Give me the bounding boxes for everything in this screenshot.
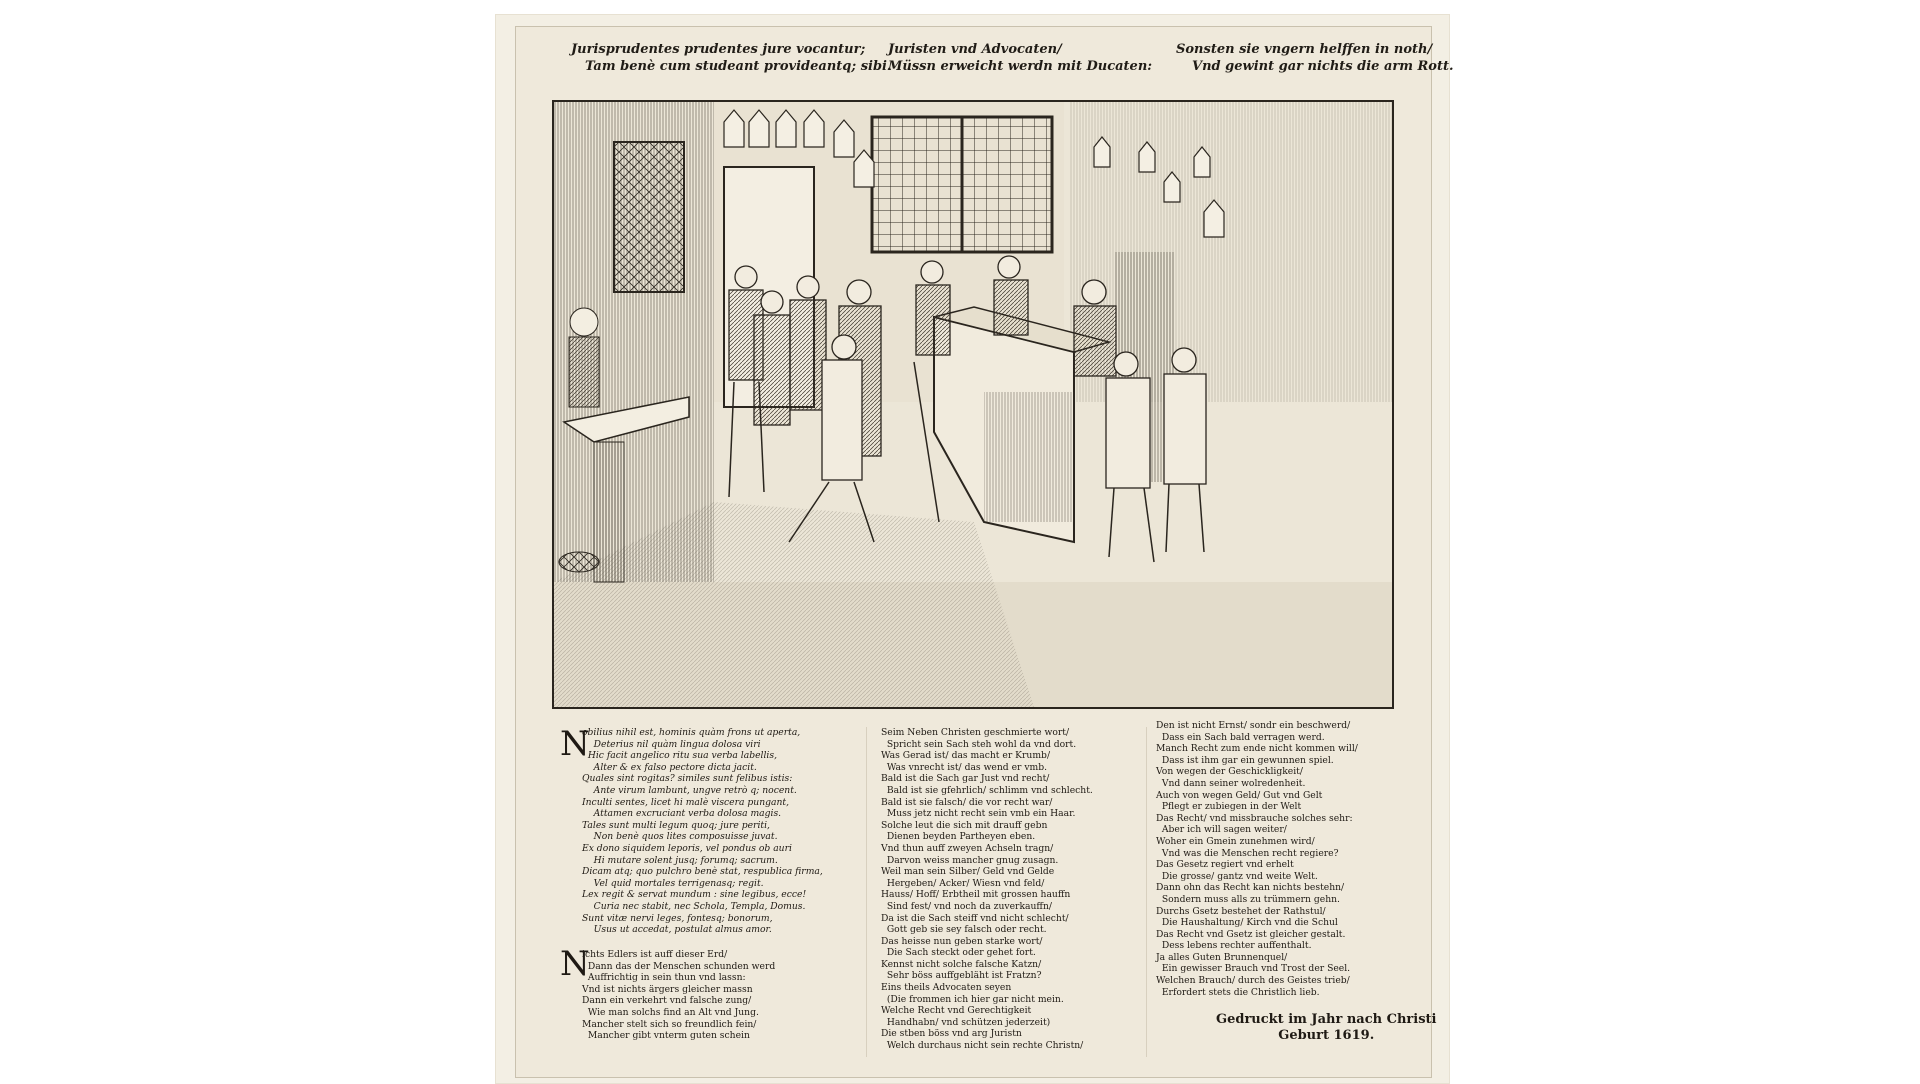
header-german-right: [1176, 41, 1454, 75]
german-poem-column-1: ichts Edlers ist auff dieser Erd/ Dann das der Menschen schunden werd Auffrichtig in sein thun vnd lassn: Vnd ist nichts ärgers gleicher massn Dann ein verkehrt vnd falsche zung/ Wie man solchs find an Alt vnd Jung. Mancher stelt sich so freundlich fein/ Mancher gibt vnterm guten schein: [582, 949, 776, 1042]
german-poem-column-3: Den ist nicht Ernst/ sondr ein beschwerd/ Dass ein Sach bald verragen werd. Manch Recht zum ende nicht kommen will/ Dass ist ihm gar ein gewunnen spiel. Von wegen der Geschickligkeit/ Vnd dann seiner wolredenheit. Auch von wegen Geld/ Gut vnd Gelt Pflegt er zubiegen in der Welt Das Recht/ vnd missbrauche solches sehr: Aber ich will sagen weiter/ Woher ein Gmein zunehmen wird/ Vnd was die Menschen recht regiere? Das Gesetz regiert vnd erhelt Die grosse/ gantz vnd weite Welt. Dann ohn das Recht kan nichts bestehn/ Sondern muss alls zu trümmern gehn. Durchs Gsetz bestehet der Rathstul/ Die Haushaltung/ Kirch vnd die Schul Das Recht vnd Gsetz ist gleicher gestalt. Dess lebens rechter auffenthalt. Ja alles Guten Brunnenquel/ Ein gewisser Brauch vnd Trost der Seel. Welchen Brauch/ durch des Geistes trieb/ Erfordert stets die Christlich lieb.: [1156, 720, 1358, 998]
header-mid-line-1: Juristen vnd Advocaten/: [888, 42, 1062, 57]
header-latin: [571, 41, 892, 75]
column-divider-2: [1146, 727, 1147, 1057]
engraving-lawyers-office: [552, 100, 1394, 709]
column-divider-1: [866, 727, 867, 1057]
plate-impression: [515, 26, 1454, 1078]
engraving-image: [554, 102, 1392, 707]
german-poem-column-2: Seim Neben Christen geschmierte wort/ Spricht sein Sach steh wohl da vnd dort. Was Gerad ist/ das macht er Krumb/ Was vnrecht ist/ das wend er vmb. Bald ist die Sach gar Just vnd recht/ Bald ist sie gfehrlich/ schlimm vnd schlecht. Bald ist sie falsch/ die vor recht war/ Muss jetz nicht recht sein vmb ein Haar. Solche leut die sich mit drauff gebn Dienen beyden Partheyen eben. Vnd thun auff zweyen Achseln tragn/ Darvon weiss mancher gnug zusagn. Weil man sein Silber/ Geld vnd Gelde Hergeben/ Acker/ Wiesn vnd feld/ Hauss/ Hoff/ Erbtheil mit grossen hauffn Sind fest/ vnd noch da zuverkauffn/ Da ist die Sach steiff vnd nicht schlecht/ Gott geb sie sey falsch oder recht. Das heisse nun geben starke wort/ Die Sach steckt oder gehet fort. Kennst nicht solche falsche Katzn/ Sehr böss auffgebläht ist Fratzn? Eins theils Advocaten seyen (Die frommen ich hier gar nicht mein. Welche Recht vnd Gerechtigkeit Handhabn/ vnd schützen jederzeit) Die stben böss vnd arg Juristn Welch durchaus nicht sein rechte Christn/: [881, 727, 1093, 1052]
imprint-line: Gedruckt im Jahr nach Christi Geburt 1619.: [1216, 1012, 1437, 1043]
header-mid-line-2: Müssn erweicht werdn mit Ducaten:: [888, 59, 1153, 74]
dropcap-german: N: [560, 944, 590, 984]
header-right-line-2: Vnd gewint gar nichts die arm Rott.: [1192, 59, 1454, 74]
dropcap-latin: N: [560, 724, 590, 764]
header-latin-line-2: Tam benè cum studeant provideantq; sibi.: [585, 59, 892, 74]
header-latin-line-1: Jurisprudentes prudentes jure vocantur;: [571, 42, 866, 57]
header-german-middle: [888, 41, 1152, 75]
print-sheet: [495, 14, 1454, 1084]
header-right-line-1: Sonsten sie vngern helffen in noth/: [1176, 42, 1433, 57]
latin-poem: obilius nihil est, hominis quàm frons ut aperta, Deterius nil quàm lingua dolosa viri Hic facit angelico ritu sua verba labellis, Alter & ex falso pectore dicta jacit. Quales sint rogitas? similes sunt felibus istis: Ante virum lambunt, ungve retrò q; nocent. Inculti sentes, licet hi malè viscera pungant, Attamen excruciant verba dolosa magis. Tales sunt multi legum quoq; jure periti, Non benè quos lites composuisse juvat. Ex dono siquidem leporis, vel pondus ob auri Hi mutare solent jusq; forumq; sacrum. Dicam atq; quo pulchro benè stat, respublica firma, Vel quid mortales terrigenasq; regit. Lex regit & servat mundum : sine legibus, ecce! Curia nec stabit, nec Schola, Templa, Domus. Sunt vitæ nervi leges, fontesq; bonorum, Usus ut accedat, postulat almus amor.: [582, 727, 823, 936]
